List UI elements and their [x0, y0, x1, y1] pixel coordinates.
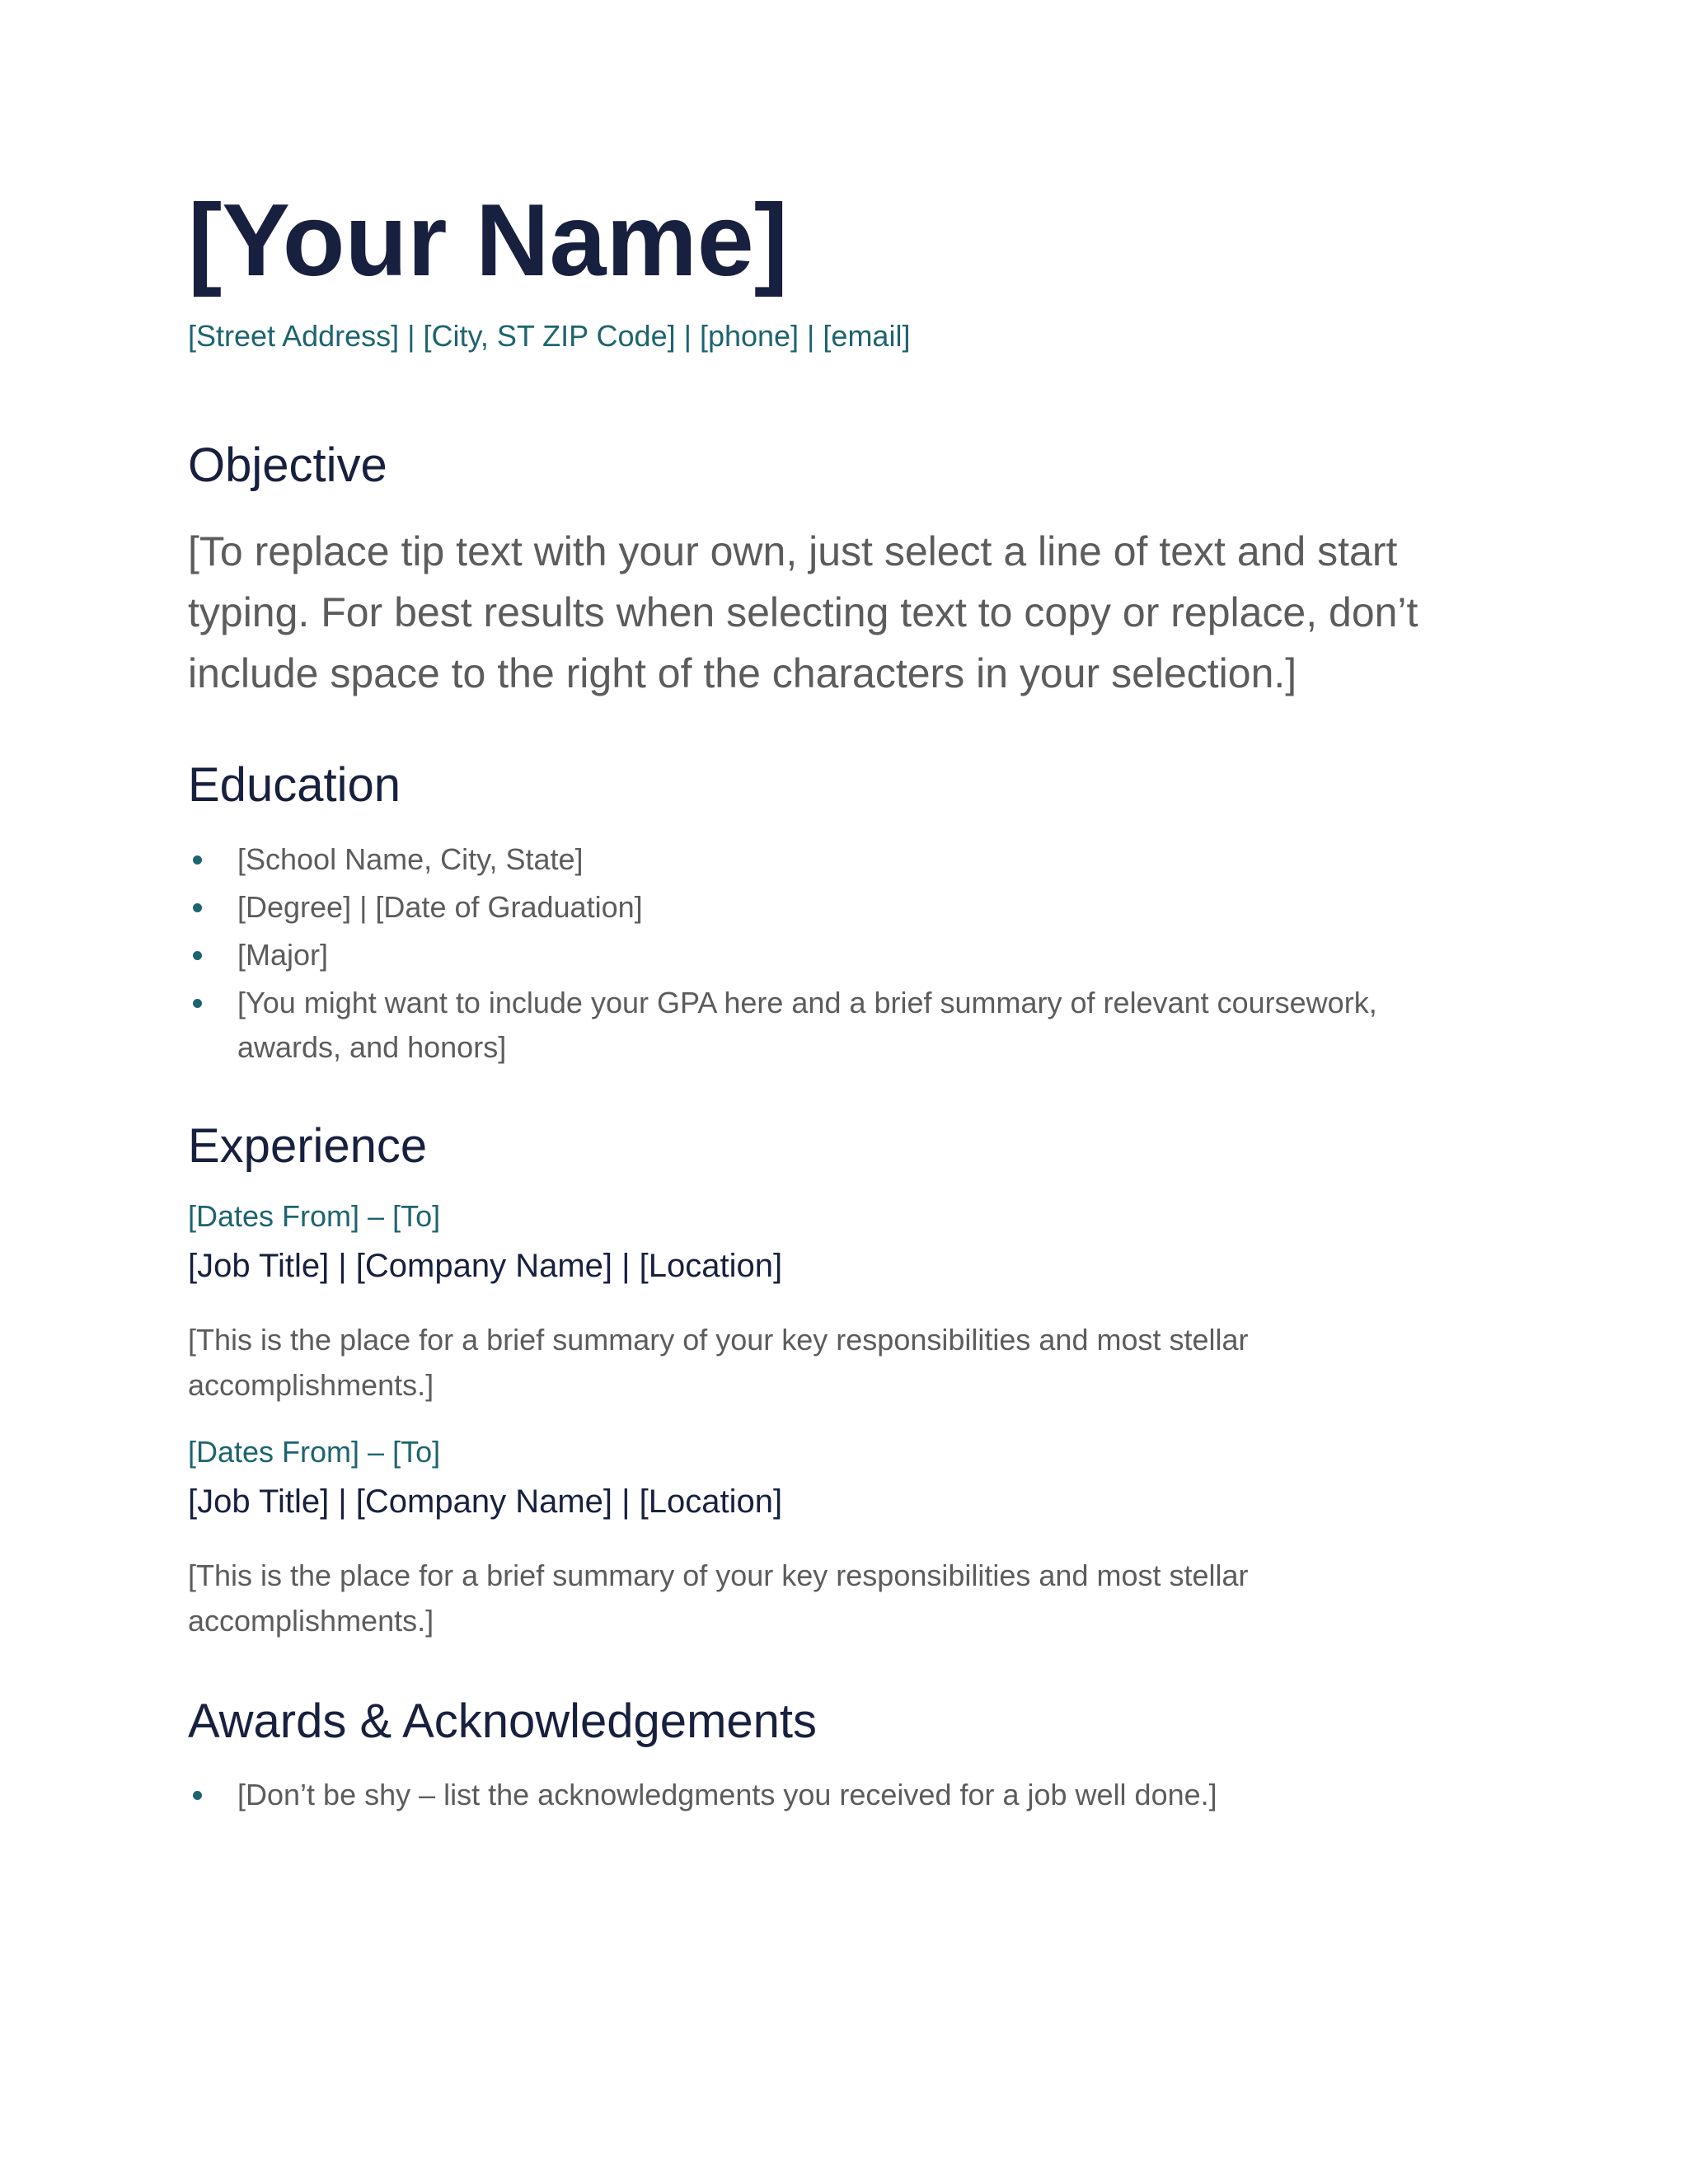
education-item [188, 885, 1474, 930]
education-item [188, 981, 1474, 1070]
awards-heading: Awards & Acknowledgements [188, 1694, 818, 1748]
education-item [188, 837, 1474, 882]
education-item-text: [School Name, City, State] [237, 842, 584, 876]
job-title: [Job Title] | [Company Name] | [Location] [188, 1483, 783, 1520]
job-title: [Job Title] | [Company Name] | [Location] [188, 1248, 783, 1284]
bullet-icon [193, 999, 202, 1008]
bullet-icon [193, 855, 202, 865]
job-dates: [Dates From] – [To] [188, 1199, 441, 1233]
bullet-icon [193, 903, 202, 912]
contact-info: [Street Address] | [City, ST ZIP Code] | [phone] | [email] [188, 319, 911, 353]
objective-heading: Objective [188, 438, 387, 492]
awards-list [188, 1773, 1474, 1821]
education-item-text: [You might want to include your GPA here and a brief summary of relevant coursework, awards, and honors] [237, 986, 1377, 1064]
bullet-icon [193, 1791, 202, 1800]
objective-text: [To replace tip text with your own, just select a line of text and start typing. For best results when selecting text to copy or replace, don’t include space to the right of the characters in your selection.] [188, 528, 1418, 696]
resume-name: [Your Name] [188, 184, 789, 298]
education-item-text: [Major] [237, 938, 329, 972]
award-item [188, 1773, 1474, 1817]
job-summary: [This is the place for a brief summary of your key responsibilities and most stellar accomplishments.] [188, 1558, 1249, 1638]
education-item [188, 933, 1474, 977]
education-item-text: [Degree] | [Date of Graduation] [237, 890, 643, 924]
experience-heading: Experience [188, 1119, 428, 1173]
education-heading: Education [188, 758, 401, 812]
job-dates: [Dates From] – [To] [188, 1435, 441, 1469]
award-item-text: [Don’t be shy – list the acknowledgments you received for a job well done.] [237, 1778, 1217, 1811]
job-summary: [This is the place for a brief summary of your key responsibilities and most stellar accomplishments.] [188, 1323, 1249, 1402]
education-list [188, 837, 1474, 1073]
bullet-icon [193, 951, 202, 960]
